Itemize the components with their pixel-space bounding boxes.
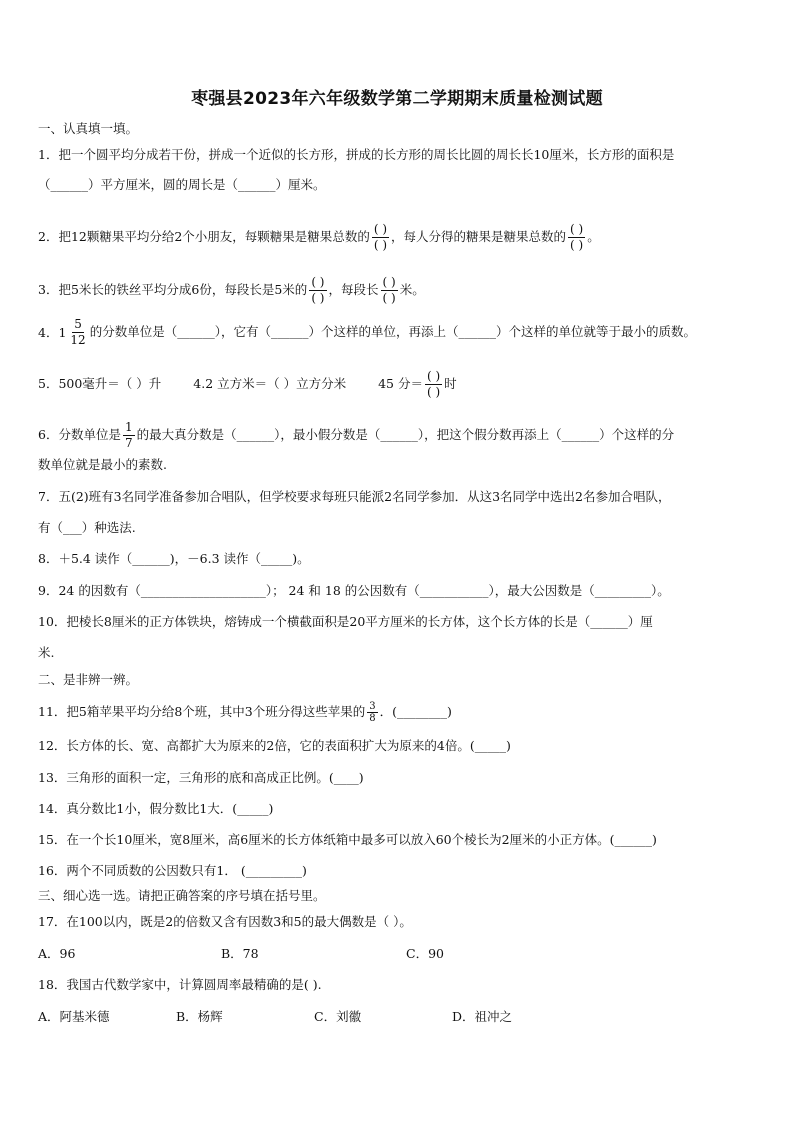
q4-text: 的分数单位是（______），它有（______）个这样的单位，再添上（______）个这样的单位就等于最小的质数。 bbox=[89, 324, 696, 339]
q18-option-d: D．祖冲之 bbox=[452, 1009, 513, 1024]
q1-line-2: （______）平方厘米，圆的周长是（______）厘米。 bbox=[38, 177, 326, 192]
q5-fraction bbox=[425, 369, 442, 400]
q18-option-a: A．阿基米德 bbox=[38, 1009, 110, 1024]
q3-fraction-1 bbox=[309, 275, 326, 306]
fraction-numerator-blank: ( ) bbox=[570, 222, 584, 236]
q3 bbox=[38, 275, 425, 306]
page-title: 枣强县2023年六年级数学第二学期期末质量检测试题 bbox=[191, 89, 603, 109]
q9: 9．24 的因数有（____________________）； 24 和 18 的公因数有（___________），最大公因数是（_________）。 bbox=[38, 583, 670, 598]
q11 bbox=[38, 701, 452, 724]
q4-mixed-number bbox=[38, 317, 90, 348]
q18-stem: 18．我国古代数学家中，计算圆周率最精确的是( ). bbox=[38, 977, 322, 992]
q5 bbox=[38, 369, 457, 400]
section-2-heading: 二、是非辨一辨。 bbox=[38, 672, 139, 687]
q14: 14．真分数比1小，假分数比1大．(_____) bbox=[38, 801, 274, 816]
q17-stem: 17．在100以内，既是2的倍数又含有因数3和5的最大偶数是（ ）。 bbox=[38, 914, 412, 929]
q2-text-a: 2．把12颗糖果平均分给2个小朋友，每颗糖果是糖果总数的 bbox=[38, 229, 370, 244]
fraction-numerator: 3 bbox=[369, 701, 376, 712]
q6-text-b: 的最大真分数是（______），最小假分数是（______），把这个假分数再添上（______）个这样的分 bbox=[136, 427, 675, 442]
q2-text-b: ，每人分得的糖果是糖果总数的 bbox=[391, 229, 567, 244]
q7-line-1: 7．五(2)班有3名同学准备参加合唱队，但学校要求每班只能派2名同学参加．从这3名同学中选出2名参加合唱队， bbox=[38, 489, 671, 504]
q11-text-a: 11．把5箱苹果平均分给8个班，其中3个班分得这些苹果的 bbox=[38, 704, 366, 719]
q7-line-2: 有（___）种选法. bbox=[38, 520, 136, 535]
q2-fraction-1 bbox=[372, 222, 389, 253]
q5-part-a: 5．500毫升＝（ ）升 bbox=[38, 376, 162, 391]
q4-fraction bbox=[68, 317, 87, 348]
q11-text-b: ．(________) bbox=[379, 704, 452, 719]
q4 bbox=[38, 317, 696, 348]
q13: 13．三角形的面积一定，三角形的底和高成正比例。(____) bbox=[38, 770, 364, 785]
q11-fraction bbox=[367, 701, 377, 724]
q5-part-c: 45 分＝ bbox=[378, 376, 423, 391]
fraction-denominator-blank: ( ) bbox=[426, 385, 441, 399]
q6-line-1 bbox=[38, 420, 674, 451]
q3-text-b: ，每段长 bbox=[328, 282, 379, 297]
q3-fraction-2 bbox=[381, 275, 398, 306]
fraction-numerator: 1 bbox=[124, 420, 133, 434]
q17-option-c: C．90 bbox=[406, 946, 444, 961]
q16: 16．两个不同质数的公因数只有1． (_________) bbox=[38, 863, 307, 878]
q17-option-b: B．78 bbox=[221, 946, 259, 961]
q10-line-1: 10．把棱长8厘米的正方体铁块，熔铸成一个横截面积是20平方厘米的长方体，这个长方体的长是（______）厘 bbox=[38, 614, 653, 629]
q15: 15．在一个长10厘米，宽8厘米，高6厘米的长方体纸箱中最多可以放入60个棱长为2厘米的小正方体。(______) bbox=[38, 832, 657, 847]
section-1-heading: 一、认真填一填。 bbox=[38, 121, 139, 136]
q3-text-c: 米。 bbox=[399, 282, 425, 297]
fraction-denominator-blank: ( ) bbox=[382, 291, 396, 305]
q6-text-a: 6．分数单位是 bbox=[38, 427, 121, 442]
q2-text-c: 。 bbox=[587, 229, 600, 244]
q18-option-c: C．刘徽 bbox=[314, 1009, 362, 1024]
section-3-heading: 三、细心选一选。请把正确答案的序号填在括号里。 bbox=[38, 888, 326, 903]
fraction-numerator-blank: ( ) bbox=[426, 369, 441, 383]
fraction-denominator-blank: ( ) bbox=[373, 238, 388, 252]
q6-line-2: 数单位就是最小的素数. bbox=[38, 457, 167, 472]
fraction-denominator: 8 bbox=[369, 713, 376, 724]
fraction-denominator: 12 bbox=[70, 333, 86, 347]
q18-option-b: B．杨辉 bbox=[176, 1009, 223, 1024]
fraction-denominator-blank: ( ) bbox=[570, 238, 584, 252]
fraction-denominator-blank: ( ) bbox=[311, 291, 325, 305]
q17-option-a: A．96 bbox=[38, 946, 76, 961]
fraction-numerator-blank: ( ) bbox=[311, 275, 325, 289]
q4-whole: 4．1 bbox=[38, 324, 67, 340]
fraction-numerator: 5 bbox=[74, 317, 82, 331]
q3-text-a: 3．把5米长的铁丝平均分成6份，每段长是5米的 bbox=[38, 282, 308, 297]
q12: 12．长方体的长、宽、高都扩大为原来的2倍，它的表面积扩大为原来的4倍。(_____) bbox=[38, 738, 511, 753]
q10-line-2: 米. bbox=[38, 645, 55, 660]
q2 bbox=[38, 222, 600, 253]
q6-fraction bbox=[123, 420, 135, 451]
fraction-numerator-blank: ( ) bbox=[382, 275, 396, 289]
q2-fraction-2 bbox=[568, 222, 585, 253]
q1-line-1: 1．把一个圆平均分成若干份，拼成一个近似的长方形，拼成的长方形的周长比圆的周长长10厘米，长方形的面积是 bbox=[38, 147, 675, 162]
fraction-numerator-blank: ( ) bbox=[373, 222, 388, 236]
q5-part-d: 时 bbox=[444, 376, 457, 391]
q5-part-b: 4.2 立方米＝（ ）立方分米 bbox=[193, 376, 347, 391]
fraction-denominator: 7 bbox=[124, 436, 133, 450]
q8: 8．＋5.4 读作（______)，－6.3 读作（_____)。 bbox=[38, 551, 310, 566]
